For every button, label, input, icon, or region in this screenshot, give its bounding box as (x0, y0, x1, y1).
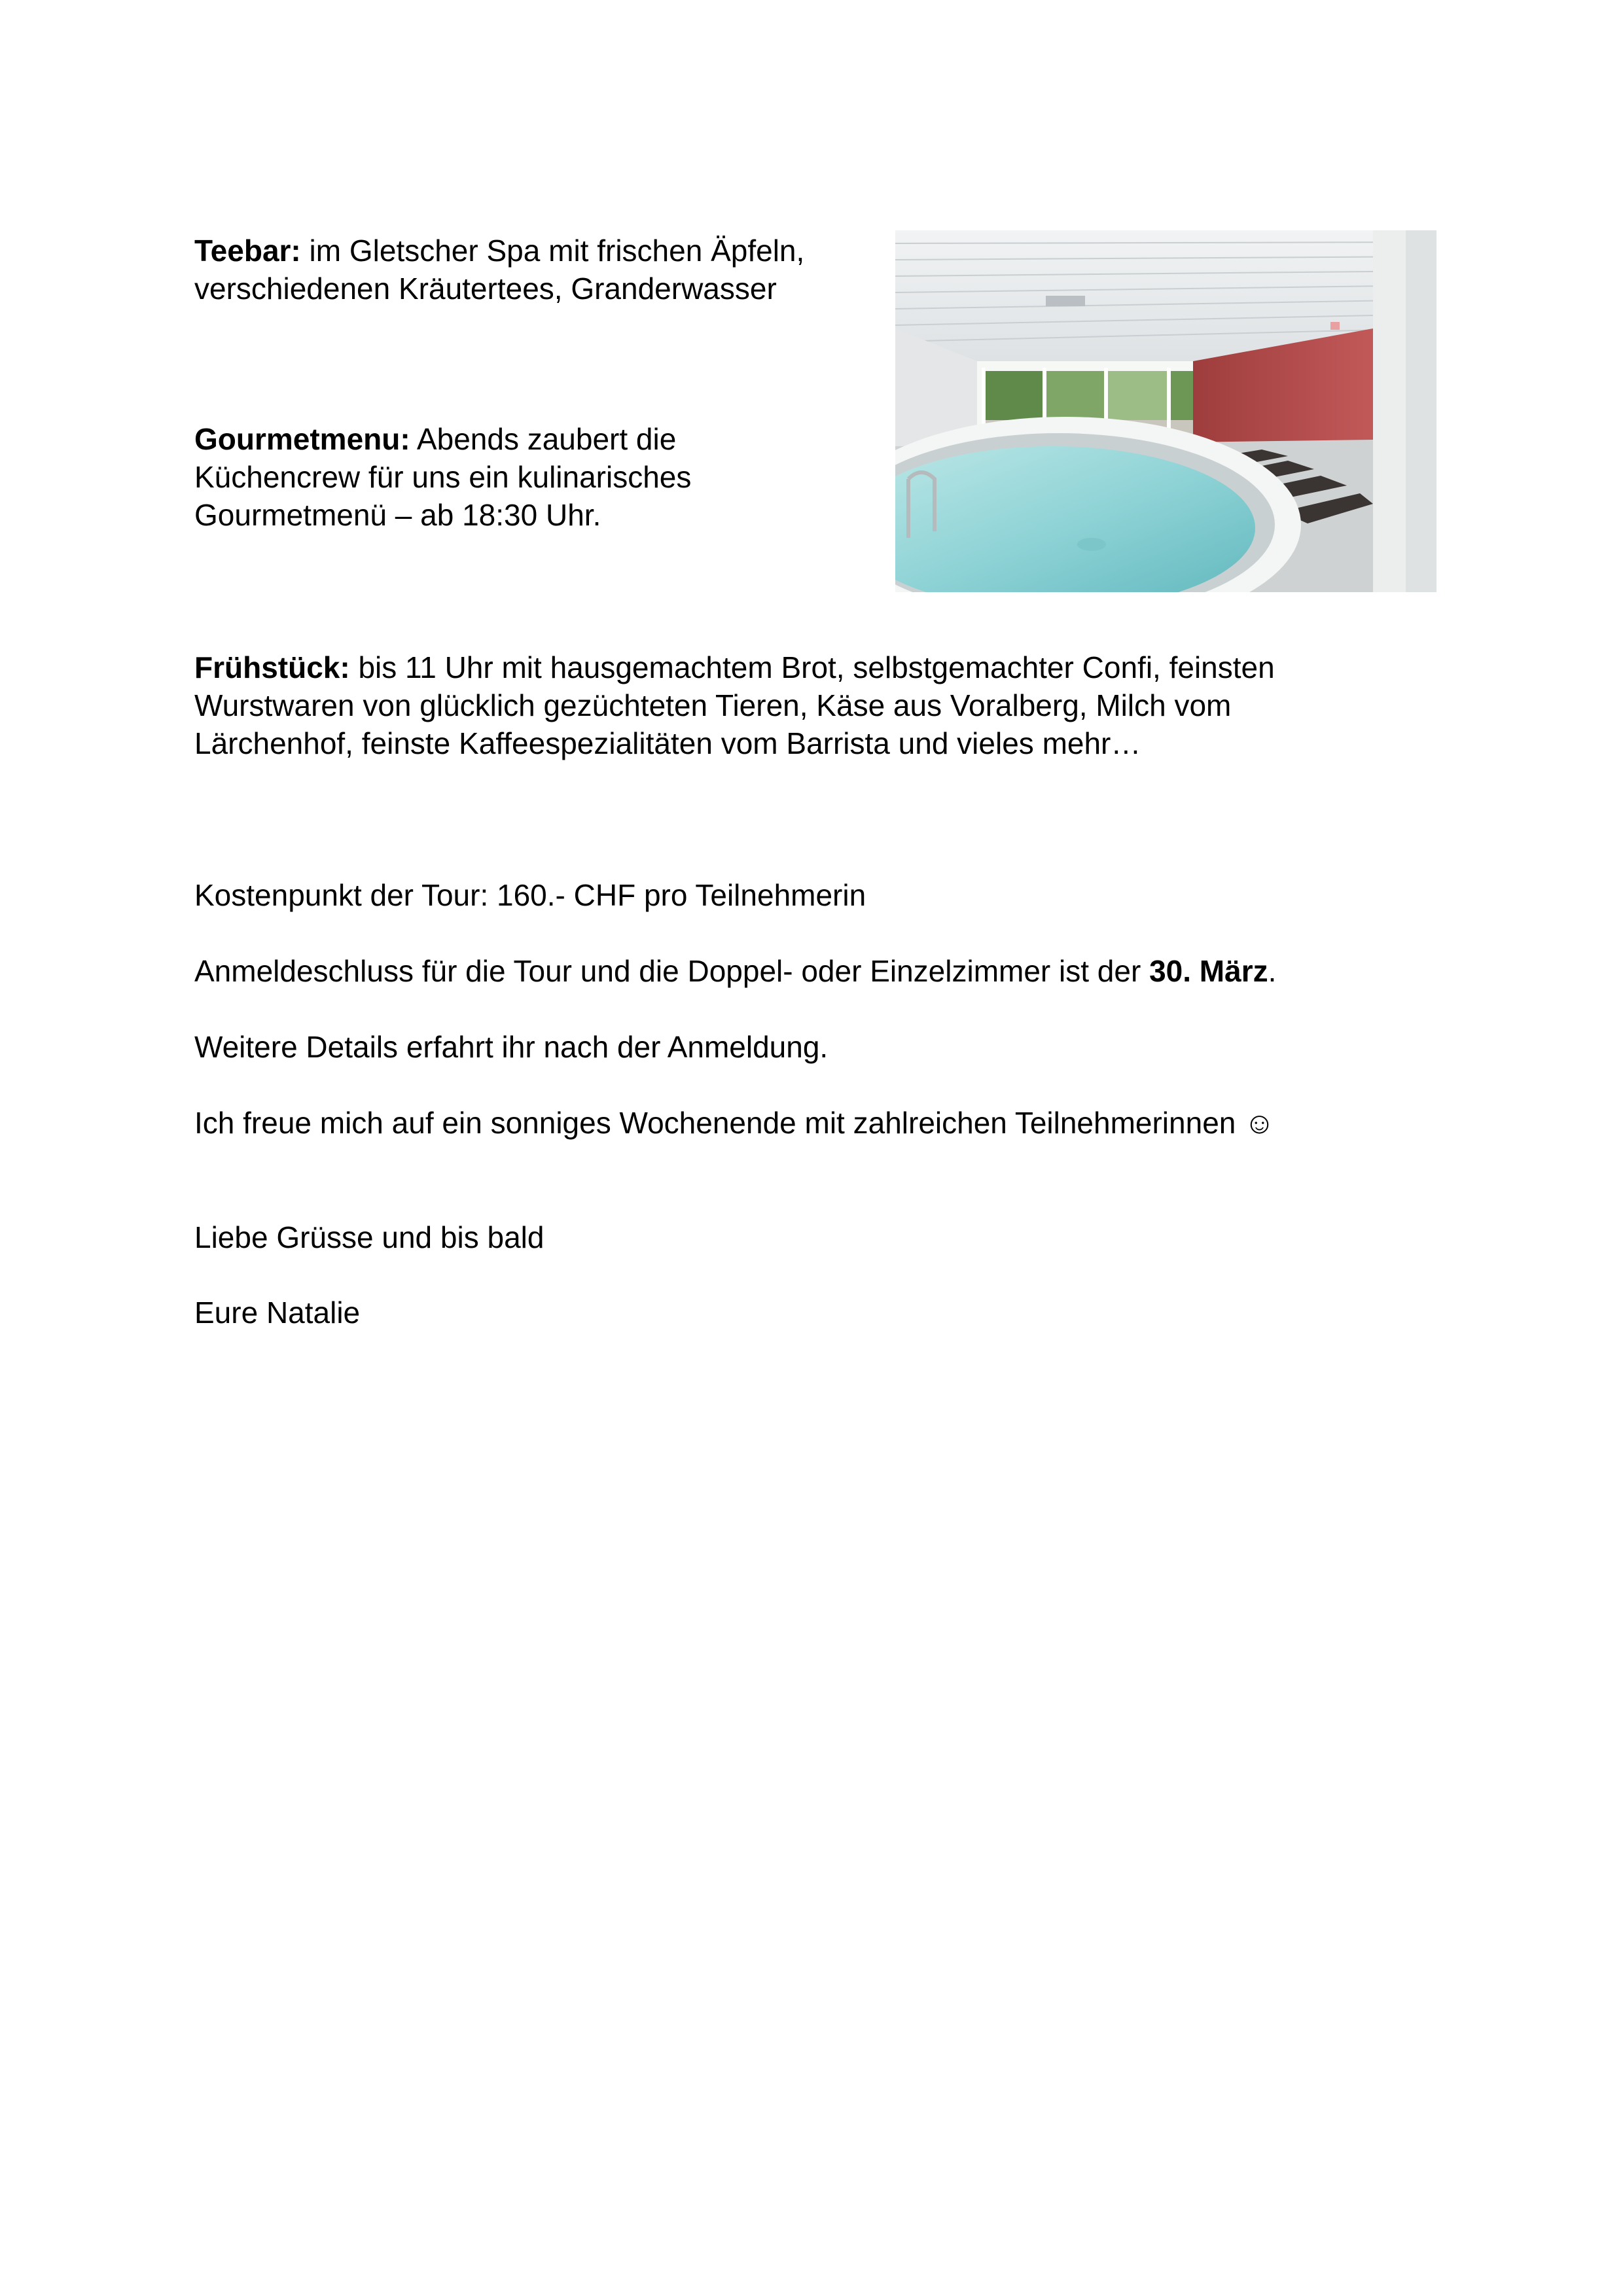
fruehstueck-text-3: Lärchenhof, feinste Kaffeespezialitäten vom Barrista und vieles mehr… (194, 726, 1141, 760)
teebar-paragraph (194, 232, 804, 308)
spa-pool-image (895, 230, 1436, 592)
gourmet-text-3: Gourmetmenü – ab 18:30 Uhr. (194, 498, 601, 532)
signatur-line: Eure Natalie (194, 1296, 361, 1330)
gourmet-text-1: Abends zaubert die (410, 422, 677, 456)
teebar-text-2: verschiedenen Kräutertees, Granderwasser (194, 272, 777, 306)
gourmet-label: Gourmetmenu: (194, 422, 410, 456)
teebar-label: Teebar: (194, 234, 301, 268)
anmeldeschluss-text: Anmeldeschluss für die Tour und die Doppel- oder Einzelzimmer ist der (194, 954, 1150, 988)
anmeldeschluss-date: 30. März (1149, 954, 1268, 988)
gruss-line: Liebe Grüsse und bis bald (194, 1220, 544, 1254)
fruehstueck-label: Frühstück: (194, 650, 350, 684)
anmeldeschluss-line (194, 952, 1276, 990)
kosten-line: Kostenpunkt der Tour: 160.- CHF pro Teilnehmerin (194, 878, 866, 912)
anmeldeschluss-end: . (1268, 954, 1277, 988)
gourmet-text-2: Küchencrew für uns ein kulinarisches (194, 460, 692, 494)
fruehstueck-text-2: Wurstwaren von glücklich gezüchteten Tieren, Käse aus Voralberg, Milch vom (194, 688, 1232, 722)
fruehstueck-paragraph (194, 648, 1275, 762)
gourmet-paragraph (194, 420, 691, 534)
details-line: Weitere Details erfahrt ihr nach der Anmeldung. (194, 1030, 829, 1064)
teebar-text-1: im Gletscher Spa mit frischen Äpfeln, (300, 234, 805, 268)
spa-pool-photo (895, 230, 1436, 592)
fruehstueck-text-1: bis 11 Uhr mit hausgemachtem Brot, selbstgemachter Confi, feinsten (349, 650, 1275, 684)
freude-line: Ich freue mich auf ein sonniges Wochenende mit zahlreichen Teilnehmerinnen ☺ (194, 1106, 1275, 1140)
